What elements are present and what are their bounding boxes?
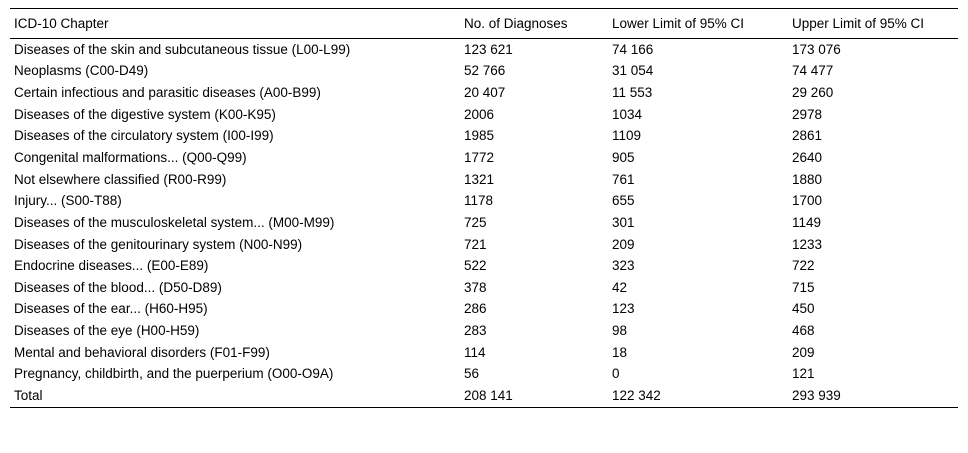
table-row xyxy=(10,39,958,61)
table-row-total xyxy=(10,386,958,408)
table-row xyxy=(10,82,958,104)
cell-chapter: Diseases of the musculoskeletal system... (M00-M99) xyxy=(14,214,335,230)
table-row xyxy=(10,234,958,256)
table-row xyxy=(10,256,958,278)
cell-diagnoses: 123 621 xyxy=(464,41,513,57)
cell-lower-limit: 31 054 xyxy=(612,63,654,79)
table-row xyxy=(10,364,958,386)
top-spacer xyxy=(0,0,968,8)
cell-chapter: Neoplasms (C00-D49) xyxy=(14,63,149,79)
table-row xyxy=(10,61,958,83)
cell-upper-limit: 2861 xyxy=(792,128,823,144)
cell-chapter: Diseases of the digestive system (K00-K95) xyxy=(14,106,276,122)
column-header-no-of-diagnoses: No. of Diagnoses xyxy=(460,9,608,39)
cell-lower-limit: 42 xyxy=(612,279,628,295)
cell-chapter: Pregnancy, childbirth, and the puerperium (O00-O9A) xyxy=(14,366,334,382)
cell-chapter: Mental and behavioral disorders (F01-F99) xyxy=(14,344,270,360)
cell-lower-limit: 123 xyxy=(612,301,635,317)
cell-chapter: Diseases of the eye (H00-H59) xyxy=(14,323,200,339)
cell-upper-limit: 1700 xyxy=(792,193,823,209)
cell-upper-limit: 1880 xyxy=(792,171,823,187)
cell-upper-limit: 29 260 xyxy=(792,84,834,100)
cell-diagnoses: 20 407 xyxy=(464,84,506,100)
cell-diagnoses: 52 766 xyxy=(464,63,506,79)
cell-chapter: Certain infectious and parasitic diseases (A00-B99) xyxy=(14,84,321,100)
cell-chapter: Diseases of the blood... (D50-D89) xyxy=(14,279,222,295)
cell-lower-limit: 18 xyxy=(612,344,628,360)
cell-lower-limit: 122 342 xyxy=(608,386,788,408)
cell-chapter: Diseases of the genitourinary system (N00-N99) xyxy=(14,236,303,252)
cell-upper-limit: 468 xyxy=(792,323,815,339)
cell-diagnoses: 286 xyxy=(464,301,487,317)
cell-lower-limit: 11 553 xyxy=(612,84,653,100)
table-row xyxy=(10,299,958,321)
table-header xyxy=(10,9,958,39)
cell-diagnoses: 725 xyxy=(464,214,487,230)
cell-upper-limit: 293 939 xyxy=(788,386,958,408)
table-row xyxy=(10,277,958,299)
cell-diagnoses: 208 141 xyxy=(460,386,608,408)
cell-upper-limit: 715 xyxy=(792,279,815,295)
cell-chapter: Diseases of the skin and subcutaneous tissue (L00-L99) xyxy=(14,41,351,57)
cell-lower-limit: 905 xyxy=(612,149,635,165)
cell-diagnoses: 1321 xyxy=(464,171,495,187)
cell-diagnoses: 378 xyxy=(464,279,487,295)
cell-lower-limit: 301 xyxy=(612,214,635,230)
cell-diagnoses: 522 xyxy=(464,258,487,274)
column-header-upper-limit: Upper Limit of 95% CI xyxy=(788,9,958,39)
table-row xyxy=(10,147,958,169)
table-body xyxy=(10,39,958,408)
cell-diagnoses: 56 xyxy=(464,366,480,382)
cell-chapter: Endocrine diseases... (E00-E89) xyxy=(14,258,209,274)
cell-chapter: Diseases of the ear... (H60-H95) xyxy=(14,301,208,317)
table-row xyxy=(10,104,958,126)
cell-chapter: Not elsewhere classified (R00-R99) xyxy=(14,171,227,187)
cell-upper-limit: 722 xyxy=(792,258,815,274)
cell-upper-limit: 74 477 xyxy=(792,63,834,79)
cell-chapter: Diseases of the circulatory system (I00-I99) xyxy=(14,128,274,144)
cell-diagnoses: 1178 xyxy=(464,193,494,209)
cell-lower-limit: 98 xyxy=(612,323,628,339)
column-header-icd10-chapter: ICD-10 Chapter xyxy=(10,9,460,39)
table-row xyxy=(10,321,958,343)
cell-upper-limit: 173 076 xyxy=(792,41,841,57)
cell-lower-limit: 209 xyxy=(612,236,635,252)
cell-chapter: Injury... (S00-T88) xyxy=(14,193,122,209)
cell-lower-limit: 0 xyxy=(612,366,620,382)
cell-lower-limit: 655 xyxy=(612,193,635,209)
cell-upper-limit: 2978 xyxy=(792,106,823,122)
table-row xyxy=(10,212,958,234)
table-header-row xyxy=(10,9,958,39)
cell-lower-limit: 74 166 xyxy=(612,41,654,57)
cell-upper-limit: 121 xyxy=(792,366,815,382)
table-row xyxy=(10,126,958,148)
icd10-diagnoses-table xyxy=(10,8,958,408)
cell-lower-limit: 761 xyxy=(612,171,635,187)
cell-chapter: Congenital malformations... (Q00-Q99) xyxy=(14,149,247,165)
table-row xyxy=(10,169,958,191)
cell-lower-limit: 1034 xyxy=(612,106,643,122)
cell-diagnoses: 1985 xyxy=(464,128,495,144)
cell-diagnoses: 1772 xyxy=(464,149,495,165)
cell-diagnoses: 2006 xyxy=(464,106,495,122)
cell-upper-limit: 1233 xyxy=(792,236,823,252)
cell-lower-limit: 323 xyxy=(612,258,635,274)
cell-lower-limit: 1109 xyxy=(612,128,642,144)
cell-upper-limit: 2640 xyxy=(792,149,823,165)
cell-diagnoses: 283 xyxy=(464,323,487,339)
cell-chapter: Total xyxy=(10,386,460,408)
table-row xyxy=(10,342,958,364)
cell-diagnoses: 721 xyxy=(464,236,487,252)
cell-upper-limit: 1149 xyxy=(792,214,822,230)
cell-diagnoses: 114 xyxy=(464,344,486,360)
column-header-lower-limit: Lower Limit of 95% CI xyxy=(608,9,788,39)
cell-upper-limit: 209 xyxy=(792,344,815,360)
cell-upper-limit: 450 xyxy=(792,301,815,317)
table-container xyxy=(0,8,968,408)
table-row xyxy=(10,191,958,213)
